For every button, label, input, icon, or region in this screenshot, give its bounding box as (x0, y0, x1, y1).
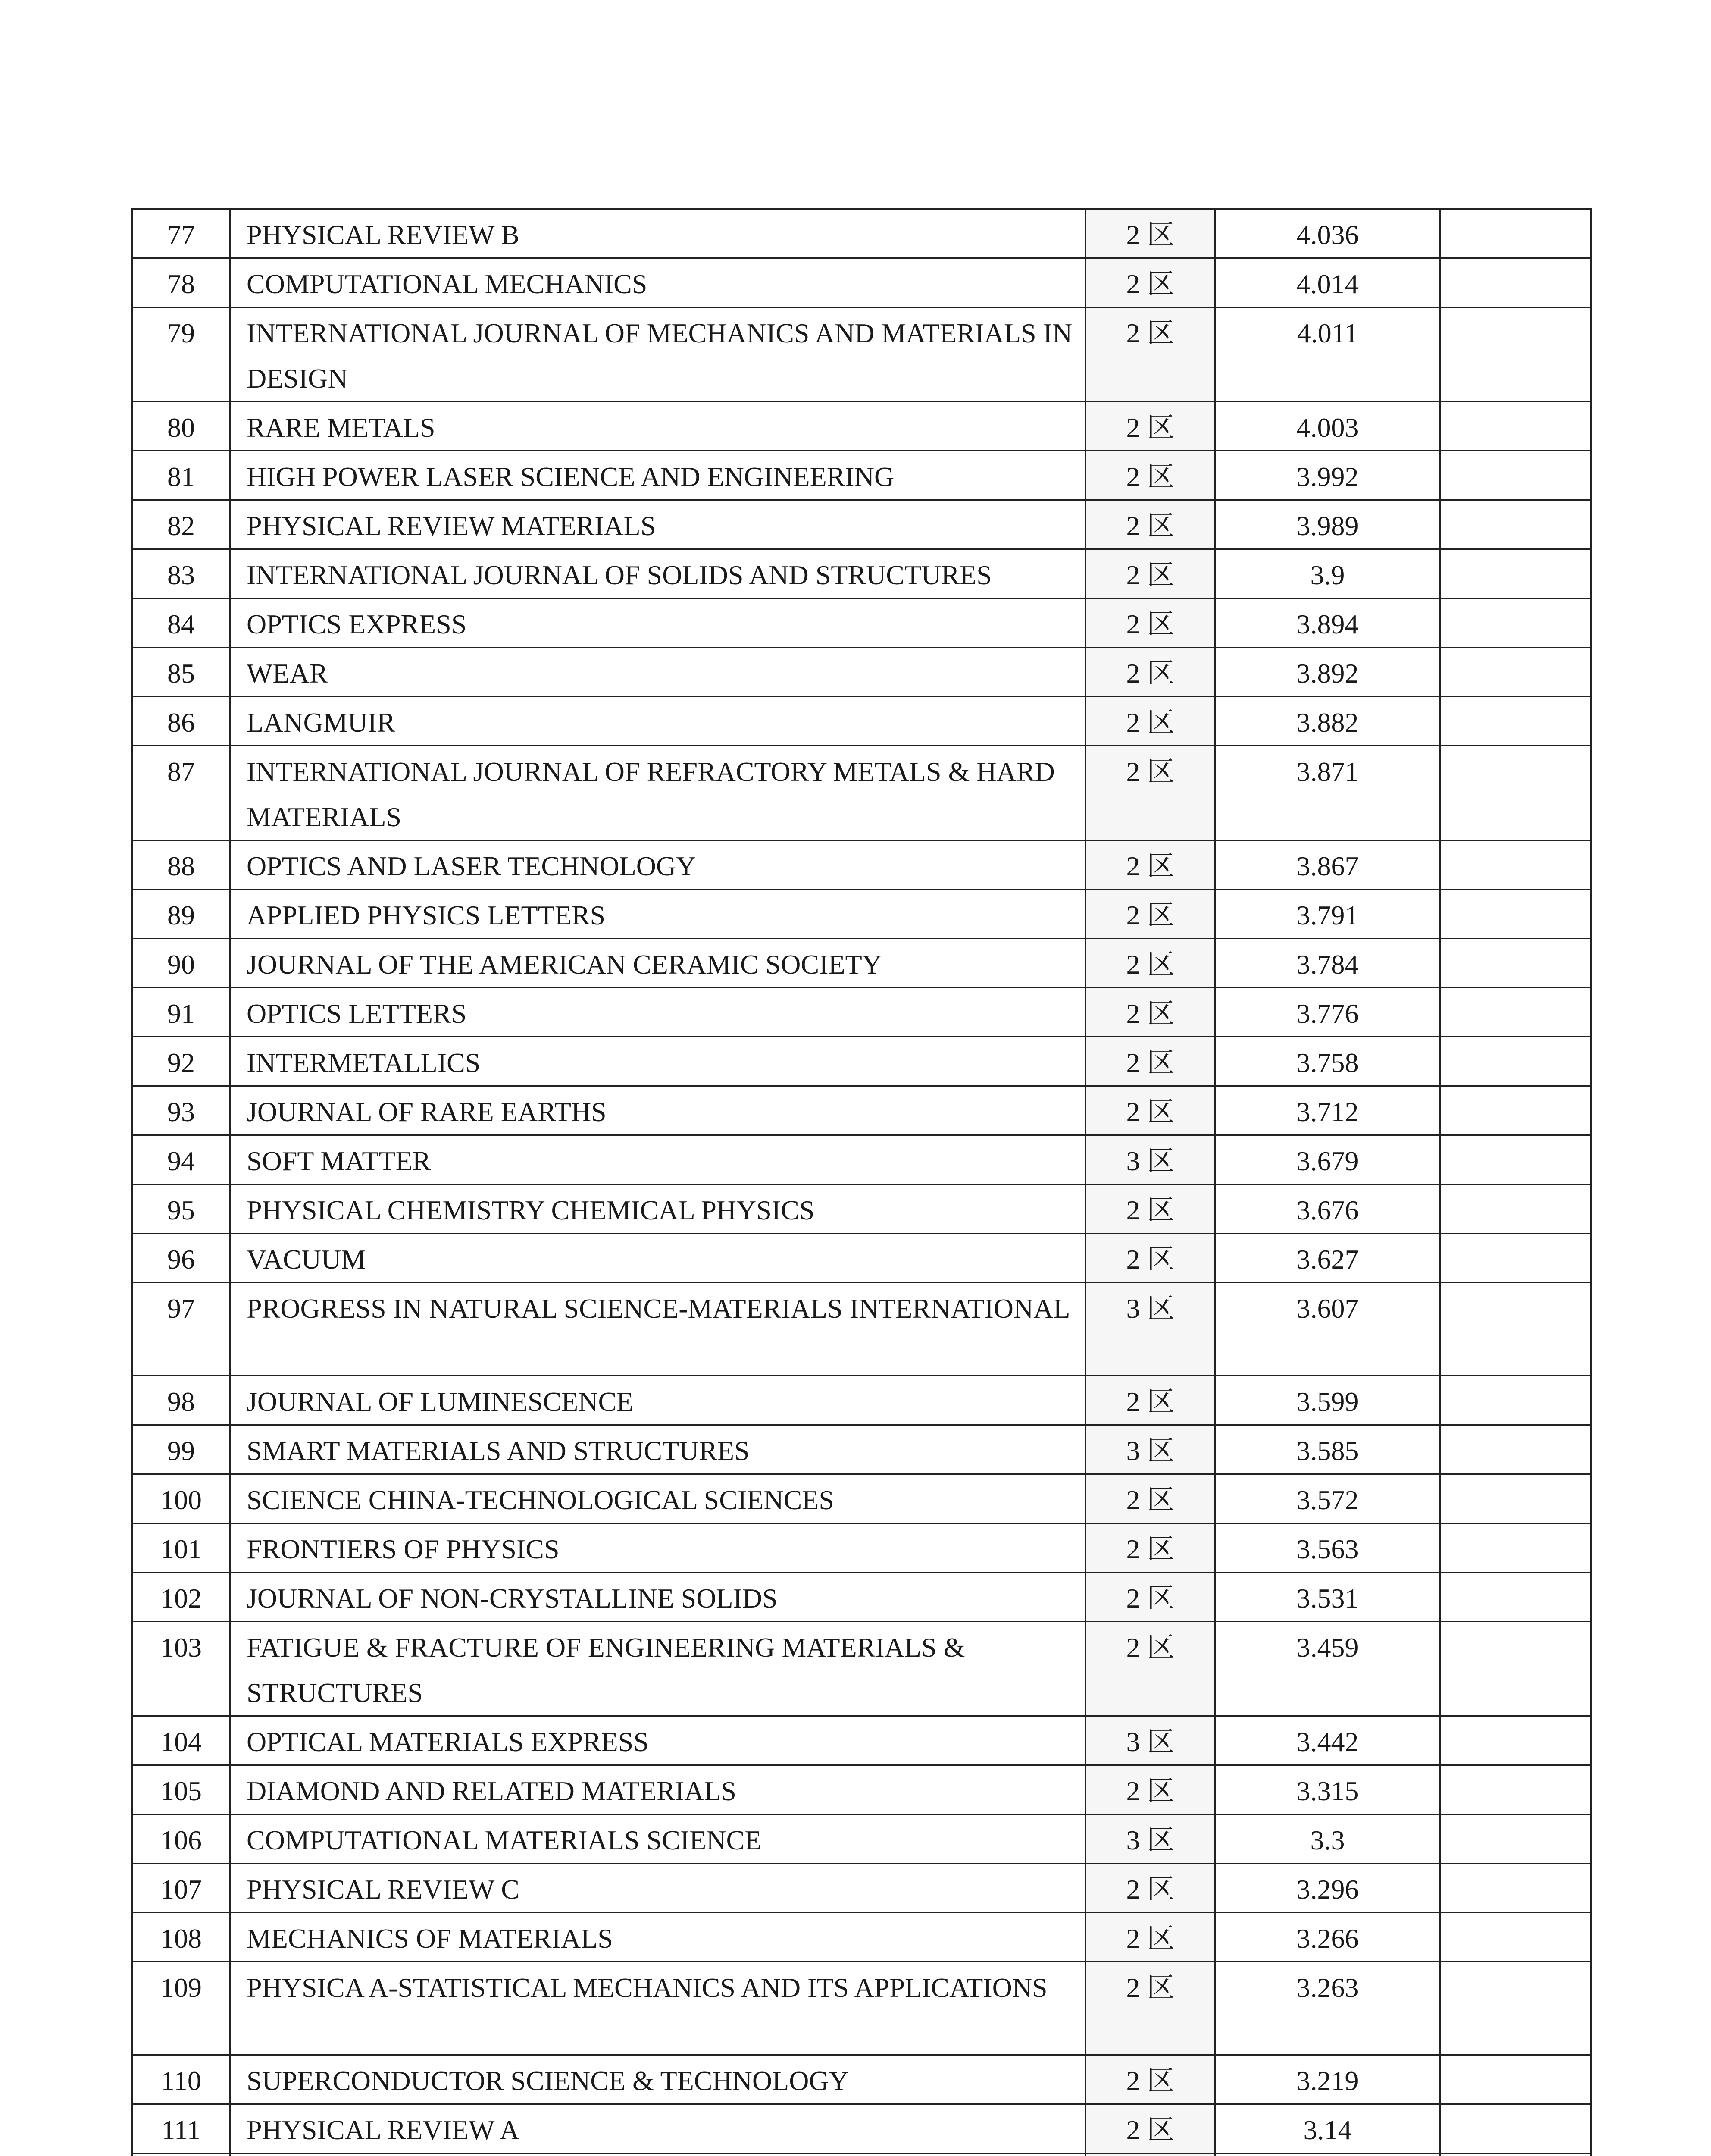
journal-name: WEAR (230, 648, 1086, 697)
zone-cell: 3 区 (1086, 1425, 1215, 1474)
impact-factor: 3.563 (1215, 1523, 1440, 1573)
zone-cell: 3 区 (1086, 1135, 1215, 1185)
table-row (132, 1962, 1591, 2055)
table-row (132, 307, 1591, 402)
zone-cell: 2 区 (1086, 648, 1215, 697)
row-number: 92 (132, 1037, 230, 1086)
journal-name: MECHANICS OF MATERIALS (230, 1913, 1086, 1962)
zone-cell: 2 区 (1086, 1037, 1215, 1086)
journal-name: APPLIED PHYSICS LETTERS (230, 890, 1086, 939)
journal-name: OPTICS AND LASER TECHNOLOGY (230, 840, 1086, 890)
impact-factor (1215, 2153, 1440, 2156)
table-row (132, 1086, 1591, 1135)
zone-cell: 2 区 (1086, 890, 1215, 939)
empty-cell (1440, 890, 1591, 939)
impact-factor: 3.296 (1215, 1864, 1440, 1913)
row-number: 95 (132, 1185, 230, 1234)
zone-cell: 2 区 (1086, 697, 1215, 746)
row-number: 79 (132, 307, 230, 402)
table-row (132, 500, 1591, 549)
journal-name: LANGMUIR (230, 697, 1086, 746)
empty-cell (1440, 1622, 1591, 1716)
journal-name: PHYSICA A-STATISTICAL MECHANICS AND ITS APPLICATIONS (230, 1962, 1086, 2055)
empty-cell (1440, 1474, 1591, 1523)
journal-name (230, 2153, 1086, 2156)
table-row (132, 1037, 1591, 1086)
row-number: 85 (132, 648, 230, 697)
empty-cell (1440, 1185, 1591, 1234)
zone-cell: 2 区 (1086, 451, 1215, 500)
impact-factor: 3.607 (1215, 1283, 1440, 1376)
journal-name: VACUUM (230, 1234, 1086, 1283)
empty-cell (1440, 1716, 1591, 1765)
row-number: 86 (132, 697, 230, 746)
impact-factor: 3.676 (1215, 1185, 1440, 1234)
row-number: 90 (132, 939, 230, 988)
journal-name: FATIGUE & FRACTURE OF ENGINEERING MATERIALS & STRUCTURES (230, 1622, 1086, 1716)
row-number: 99 (132, 1425, 230, 1474)
impact-factor: 3.712 (1215, 1086, 1440, 1135)
empty-cell (1440, 1523, 1591, 1573)
row-number: 81 (132, 451, 230, 500)
empty-cell (1440, 307, 1591, 402)
row-number: 100 (132, 1474, 230, 1523)
empty-cell (1440, 1135, 1591, 1185)
table-row (132, 1622, 1591, 1716)
zone-cell: 2 区 (1086, 1765, 1215, 1814)
row-number: 91 (132, 988, 230, 1037)
journal-name: INTERNATIONAL JOURNAL OF REFRACTORY METALS & HARD MATERIALS (230, 746, 1086, 840)
journal-name: COMPUTATIONAL MATERIALS SCIENCE (230, 1814, 1086, 1864)
zone-cell: 2 区 (1086, 988, 1215, 1037)
row-number: 103 (132, 1622, 230, 1716)
table-row (132, 402, 1591, 451)
journal-name: JOURNAL OF LUMINESCENCE (230, 1376, 1086, 1425)
table-row (132, 1234, 1591, 1283)
empty-cell (1440, 1573, 1591, 1622)
empty-cell (1440, 1814, 1591, 1864)
journal-name: JOURNAL OF THE AMERICAN CERAMIC SOCIETY (230, 939, 1086, 988)
empty-cell (1440, 599, 1591, 648)
table-row (132, 549, 1591, 599)
row-number: 101 (132, 1523, 230, 1573)
journal-name: HIGH POWER LASER SCIENCE AND ENGINEERING (230, 451, 1086, 500)
row-number: 106 (132, 1814, 230, 1864)
table-row (132, 2104, 1591, 2153)
journal-name: INTERNATIONAL JOURNAL OF MECHANICS AND MATERIALS IN DESIGN (230, 307, 1086, 402)
journal-name: DIAMOND AND RELATED MATERIALS (230, 1765, 1086, 1814)
table-row (132, 939, 1591, 988)
table-row (132, 209, 1591, 258)
table-row (132, 697, 1591, 746)
zone-cell: 2 区 (1086, 2055, 1215, 2104)
table-row (132, 840, 1591, 890)
impact-factor: 3.758 (1215, 1037, 1440, 1086)
table-row (132, 1425, 1591, 1474)
journal-name: SMART MATERIALS AND STRUCTURES (230, 1425, 1086, 1474)
zone-cell: 2 区 (1086, 840, 1215, 890)
table-row (132, 1913, 1591, 1962)
table-row (132, 648, 1591, 697)
journal-name: INTERMETALLICS (230, 1037, 1086, 1086)
zone-cell (1086, 2153, 1215, 2156)
empty-cell (1440, 2153, 1591, 2156)
impact-factor: 3.531 (1215, 1573, 1440, 1622)
row-number: 80 (132, 402, 230, 451)
table-row (132, 1376, 1591, 1425)
table-row (132, 451, 1591, 500)
empty-cell (1440, 500, 1591, 549)
table-row (132, 258, 1591, 307)
impact-factor: 3.219 (1215, 2055, 1440, 2104)
journal-name: JOURNAL OF NON-CRYSTALLINE SOLIDS (230, 1573, 1086, 1622)
table-row (132, 1185, 1591, 1234)
impact-factor: 4.003 (1215, 402, 1440, 451)
zone-cell: 2 区 (1086, 1622, 1215, 1716)
impact-factor: 4.014 (1215, 258, 1440, 307)
row-number: 105 (132, 1765, 230, 1814)
row-number: 82 (132, 500, 230, 549)
table-row (132, 988, 1591, 1037)
impact-factor: 3.784 (1215, 939, 1440, 988)
zone-cell: 2 区 (1086, 258, 1215, 307)
impact-factor: 3.599 (1215, 1376, 1440, 1425)
row-number: 83 (132, 549, 230, 599)
empty-cell (1440, 840, 1591, 890)
row-number: 110 (132, 2055, 230, 2104)
journal-name: PHYSICAL REVIEW B (230, 209, 1086, 258)
journal-name: PROGRESS IN NATURAL SCIENCE-MATERIALS INTERNATIONAL (230, 1283, 1086, 1376)
zone-cell: 2 区 (1086, 1913, 1215, 1962)
zone-cell: 2 区 (1086, 307, 1215, 402)
journal-name: RARE METALS (230, 402, 1086, 451)
zone-cell: 2 区 (1086, 746, 1215, 840)
journal-name: JOURNAL OF RARE EARTHS (230, 1086, 1086, 1135)
journal-name: PHYSICAL CHEMISTRY CHEMICAL PHYSICS (230, 1185, 1086, 1234)
table-row (132, 1573, 1591, 1622)
zone-cell: 3 区 (1086, 1716, 1215, 1765)
zone-cell: 2 区 (1086, 1234, 1215, 1283)
impact-factor: 3.572 (1215, 1474, 1440, 1523)
zone-cell: 2 区 (1086, 209, 1215, 258)
table-row (132, 599, 1591, 648)
zone-cell: 3 区 (1086, 1283, 1215, 1376)
empty-cell (1440, 1086, 1591, 1135)
impact-factor: 3.894 (1215, 599, 1440, 648)
impact-factor: 3.459 (1215, 1622, 1440, 1716)
table-row (132, 2153, 1591, 2156)
empty-cell (1440, 939, 1591, 988)
empty-cell (1440, 1376, 1591, 1425)
table-row (132, 1523, 1591, 1573)
empty-cell (1440, 1425, 1591, 1474)
zone-cell: 2 区 (1086, 1523, 1215, 1573)
impact-factor: 3.3 (1215, 1814, 1440, 1864)
row-number: 102 (132, 1573, 230, 1622)
table-row (132, 1765, 1591, 1814)
journal-name: OPTICS LETTERS (230, 988, 1086, 1037)
impact-factor: 4.011 (1215, 307, 1440, 402)
impact-factor: 3.266 (1215, 1913, 1440, 1962)
impact-factor: 3.585 (1215, 1425, 1440, 1474)
impact-factor: 4.036 (1215, 209, 1440, 258)
impact-factor: 3.679 (1215, 1135, 1440, 1185)
row-number: 94 (132, 1135, 230, 1185)
empty-cell (1440, 209, 1591, 258)
zone-cell: 2 区 (1086, 1474, 1215, 1523)
impact-factor: 3.315 (1215, 1765, 1440, 1814)
table-row (132, 2055, 1591, 2104)
empty-cell (1440, 2104, 1591, 2153)
empty-cell (1440, 1037, 1591, 1086)
journal-name: PHYSICAL REVIEW A (230, 2104, 1086, 2153)
empty-cell (1440, 258, 1591, 307)
zone-cell: 2 区 (1086, 599, 1215, 648)
table-row (132, 1814, 1591, 1864)
zone-cell: 2 区 (1086, 1573, 1215, 1622)
zone-cell: 2 区 (1086, 939, 1215, 988)
journal-ranking-table (131, 208, 1592, 2156)
empty-cell (1440, 549, 1591, 599)
row-number: 88 (132, 840, 230, 890)
impact-factor: 3.776 (1215, 988, 1440, 1037)
empty-cell (1440, 697, 1591, 746)
row-number: 89 (132, 890, 230, 939)
empty-cell (1440, 1962, 1591, 2055)
empty-cell (1440, 402, 1591, 451)
journal-name: SOFT MATTER (230, 1135, 1086, 1185)
row-number: 97 (132, 1283, 230, 1376)
row-number (132, 2153, 230, 2156)
empty-cell (1440, 648, 1591, 697)
impact-factor: 3.263 (1215, 1962, 1440, 2055)
journal-name: PHYSICAL REVIEW MATERIALS (230, 500, 1086, 549)
table-row (132, 1135, 1591, 1185)
table-row (132, 1474, 1591, 1523)
impact-factor: 3.989 (1215, 500, 1440, 549)
empty-cell (1440, 1234, 1591, 1283)
zone-cell: 2 区 (1086, 1185, 1215, 1234)
impact-factor: 3.627 (1215, 1234, 1440, 1283)
row-number: 84 (132, 599, 230, 648)
impact-factor: 3.871 (1215, 746, 1440, 840)
journal-name: OPTICS EXPRESS (230, 599, 1086, 648)
zone-cell: 2 区 (1086, 402, 1215, 451)
empty-cell (1440, 746, 1591, 840)
impact-factor: 3.442 (1215, 1716, 1440, 1765)
journal-name: FRONTIERS OF PHYSICS (230, 1523, 1086, 1573)
zone-cell: 3 区 (1086, 1814, 1215, 1864)
row-number: 107 (132, 1864, 230, 1913)
row-number: 87 (132, 746, 230, 840)
empty-cell (1440, 2055, 1591, 2104)
table-body (132, 209, 1591, 2156)
zone-cell: 2 区 (1086, 549, 1215, 599)
journal-name: SCIENCE CHINA-TECHNOLOGICAL SCIENCES (230, 1474, 1086, 1523)
row-number: 108 (132, 1913, 230, 1962)
empty-cell (1440, 451, 1591, 500)
table-row (132, 746, 1591, 840)
row-number: 93 (132, 1086, 230, 1135)
table-row (132, 890, 1591, 939)
zone-cell: 2 区 (1086, 500, 1215, 549)
journal-name: PHYSICAL REVIEW C (230, 1864, 1086, 1913)
impact-factor: 3.892 (1215, 648, 1440, 697)
impact-factor: 3.882 (1215, 697, 1440, 746)
zone-cell: 2 区 (1086, 1376, 1215, 1425)
table-row (132, 1716, 1591, 1765)
zone-cell: 2 区 (1086, 1086, 1215, 1135)
empty-cell (1440, 1913, 1591, 1962)
empty-cell (1440, 1283, 1591, 1376)
row-number: 78 (132, 258, 230, 307)
row-number: 109 (132, 1962, 230, 2055)
zone-cell: 2 区 (1086, 1962, 1215, 2055)
empty-cell (1440, 1765, 1591, 1814)
journal-name: SUPERCONDUCTOR SCIENCE & TECHNOLOGY (230, 2055, 1086, 2104)
impact-factor: 3.14 (1215, 2104, 1440, 2153)
row-number: 96 (132, 1234, 230, 1283)
zone-cell: 2 区 (1086, 2104, 1215, 2153)
impact-factor: 3.791 (1215, 890, 1440, 939)
impact-factor: 3.9 (1215, 549, 1440, 599)
row-number: 111 (132, 2104, 230, 2153)
impact-factor: 3.992 (1215, 451, 1440, 500)
impact-factor: 3.867 (1215, 840, 1440, 890)
table-row (132, 1283, 1591, 1376)
journal-name: OPTICAL MATERIALS EXPRESS (230, 1716, 1086, 1765)
empty-cell (1440, 1864, 1591, 1913)
row-number: 98 (132, 1376, 230, 1425)
zone-cell: 2 区 (1086, 1864, 1215, 1913)
row-number: 77 (132, 209, 230, 258)
row-number: 104 (132, 1716, 230, 1765)
empty-cell (1440, 988, 1591, 1037)
journal-name: COMPUTATIONAL MECHANICS (230, 258, 1086, 307)
journal-name: INTERNATIONAL JOURNAL OF SOLIDS AND STRUCTURES (230, 549, 1086, 599)
table-row (132, 1864, 1591, 1913)
